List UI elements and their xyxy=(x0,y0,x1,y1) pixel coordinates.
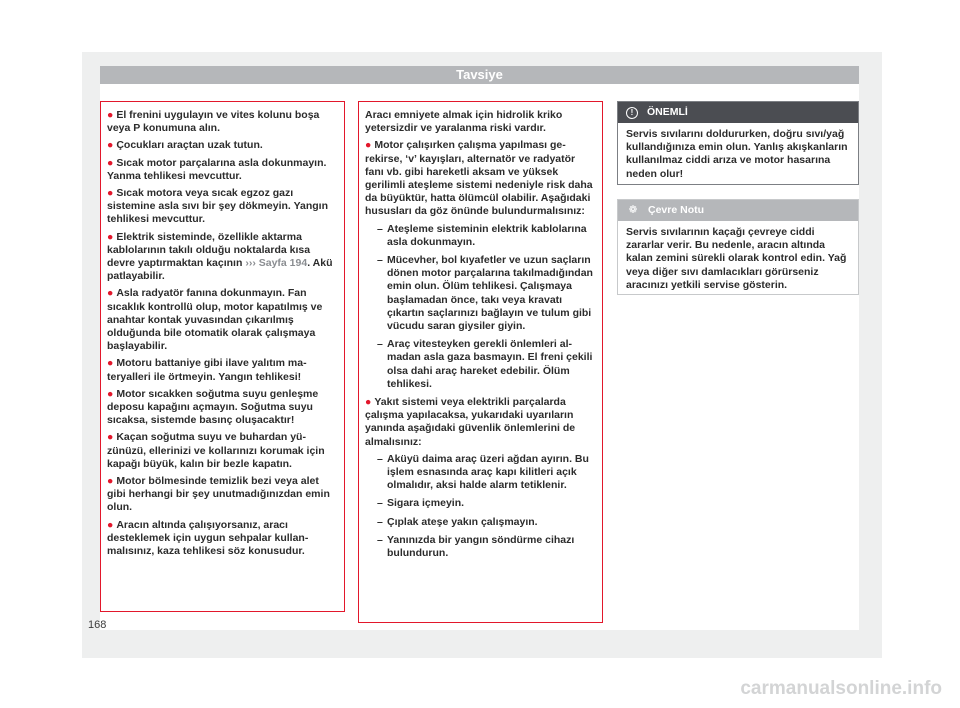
bullet-item xyxy=(107,475,338,515)
bullet-text: Motor çalışırken çalışma yapılması gerekirse, ‘v’ kayışları, alternatör ve radyatör fanı vb. gibi hareketli aksam ve yüksek gerilimli ateşleme sistemi nedeniyle risk daha da büyüktür, hatta ölümcül olabilir. Aşağıdaki hususları da göz önünde bulundurmalısınız: xyxy=(365,139,593,218)
dash-item xyxy=(377,516,596,529)
bullet-item xyxy=(107,139,338,152)
page-number: 168 xyxy=(88,619,107,631)
environment-icon: ❁ xyxy=(628,204,638,216)
bullet-icon: ● xyxy=(107,230,114,243)
dash-text: Ateşleme sisteminin elektrik kablolarına asla dokunmayın. xyxy=(387,222,587,248)
intro-text: Aracı emniyete almak için hidrolik kriko yetersizdir ve yaralanma riski vardır. xyxy=(365,109,563,135)
watermark: carmanualsonline.info xyxy=(740,678,942,699)
bullet-icon: ● xyxy=(107,387,114,400)
bullet-item xyxy=(365,396,596,449)
bullet-item xyxy=(107,231,338,284)
important-title: ÖNEMLİ xyxy=(647,106,688,118)
bullet-text-after: . Akü patlayabilir. xyxy=(107,257,333,283)
bullet-item xyxy=(107,157,338,183)
bullet-item xyxy=(107,519,338,559)
dash-text: Aküyü daima araç üzeri ağdan ayırın. Bu işlem esnasında araç kapı kilitleri açık olmalıdır, aksi halde alarm tetiklenir. xyxy=(387,452,589,492)
bullet-icon: ● xyxy=(365,396,372,409)
bullet-item xyxy=(365,139,596,218)
dash-mark: – xyxy=(377,338,383,351)
bullet-icon: ● xyxy=(107,156,114,169)
dash-mark: – xyxy=(377,222,383,235)
exclamation-circle-icon: ! xyxy=(626,107,638,119)
bullet-icon: ● xyxy=(107,431,114,444)
bullet-icon: ● xyxy=(107,187,114,200)
environment-body: Servis sıvılarının kaçağı çevreye ciddi zararlar verir. Bu nedenle, aracın altında kalan zemini sürekli olarak kontrol edin. Yağ veya diğer sıvı damlacıkları görürseniz aracınızı yetkili servise gösterin. xyxy=(626,226,847,291)
bullet-text: El frenini uygulayın ve vites kolunu boşa veya P konumuna alın. xyxy=(107,109,320,135)
bullet-icon: ● xyxy=(107,287,114,300)
dash-text: Yanınızda bir yangın söndürme cihazı bulundurun. xyxy=(387,533,575,560)
important-body: Servis sıvılarını doldururken, doğru sıvı/yağ kullandığınıza emin olun. Yanlış akışkanların kullanılmaz ciddi arıza ve motor hasarına neden olur! xyxy=(626,128,848,180)
dash-item xyxy=(377,534,596,560)
dash-text: Sigara içmeyin. xyxy=(387,497,465,510)
bullet-icon: ● xyxy=(107,518,114,531)
dash-item xyxy=(377,223,596,249)
dash-text: Araç vitesteyken gerekli önlemleri almadan asla gaza basmayın. El freni çekili olsa dahi araç hareket edebilir. Ölüm tehlikesi. xyxy=(387,338,593,390)
bullet-item xyxy=(107,109,338,135)
bullet-text: Aracın altında çalışıyorsanız, aracı desteklemek için uygun sehpalar kullanmalısınız, kaza tehlikesi söz konusudur. xyxy=(107,518,309,558)
bullet-item xyxy=(107,357,338,383)
dash-mark: – xyxy=(377,515,383,528)
warning-column-1 xyxy=(100,101,345,612)
environment-note xyxy=(617,199,859,295)
bullet-text: Motoru battaniye gibi ilave yalıtım materyalleri ile örtmeyin. Yangın tehlikesi! xyxy=(107,357,307,383)
bullet-icon: ● xyxy=(107,139,114,152)
dash-item xyxy=(377,338,596,391)
bullet-text: Motor sıcakken soğutma suyu genleşme deposu kapağını açmayın. Soğutma suyu sıcaksa, sistemde basınç oluşacaktır! xyxy=(107,387,319,427)
bullet-item xyxy=(107,287,338,353)
environment-header xyxy=(618,200,858,221)
important-header xyxy=(618,102,858,123)
dash-mark: – xyxy=(377,497,383,510)
dash-text: Mücevher, bol kıyafetler ve uzun saçların dönen motor parçalarına takılmadığından emin olun. Ölüm tehlikesi. Çalışmaya başlamadan önce, takı veya kravatı çıkartın saçlarınızı bağlayın ve tulum gibi vücudu saran giysiler giyin. xyxy=(387,254,593,333)
bullet-item xyxy=(107,388,338,428)
page-reference-link[interactable]: ››› Sayfa 194 xyxy=(245,257,308,270)
dash-mark: – xyxy=(377,452,383,465)
environment-title: Çevre Notu xyxy=(648,204,705,216)
dash-item xyxy=(377,453,596,493)
dash-mark: – xyxy=(377,254,383,267)
bullet-text: Kaçan soğutma suyu ve buhardan yüzünüzü, ellerinizi ve kollarınızı korumak için kapağı büyük, kalın bir bezle kapatın. xyxy=(107,431,325,470)
bullet-item xyxy=(107,187,338,227)
bullet-text: Sıcak motor parçalarına asla dokunmayın. Yanma tehlikesi mevcuttur. xyxy=(107,156,327,182)
bullet-icon: ● xyxy=(107,109,114,121)
bullet-icon: ● xyxy=(365,139,372,152)
dash-text: Çıplak ateşe yakın çalışmayın. xyxy=(387,515,538,528)
dash-mark: – xyxy=(377,533,383,546)
bullet-text: Çocukları araçtan uzak tutun. xyxy=(116,139,263,152)
dash-item xyxy=(377,254,596,333)
bullet-text: Asla radyatör fanına dokunmayın. Fan sıcaklık kontrollü olup, motor kapatılmış ve anahtar kontak yuvasından çıkarılmış olduğunda bile otomatik olarak çalışmaya başlayabilir. xyxy=(107,287,323,353)
bullet-text: Elektrik sisteminde, özellikle aktarma kablolarının takılı olduğu noktalarda kısa devre yaptırmaktan kaçının xyxy=(107,230,311,270)
warning-column-2 xyxy=(358,101,603,623)
bullet-text: Yakıt sistemi veya elektrikli parçalarda çalışma yapılacaksa, yukarıdaki uyarıların yanında aşağıdaki güvenlik önlemlerini de almalısınız: xyxy=(365,396,576,448)
bullet-item xyxy=(107,431,338,471)
dash-item xyxy=(377,497,596,510)
bullet-icon: ● xyxy=(107,357,114,370)
bullet-text: Sıcak motora veya sıcak egzoz gazı sistemine asla sıvı bir şey dökmeyin. Yangın tehlikesi mevcuttur. xyxy=(107,187,328,226)
section-header: Tavsiye xyxy=(100,66,859,84)
bullet-icon: ● xyxy=(107,475,114,488)
important-note xyxy=(617,101,859,185)
bullet-text: Motor bölmesinde temizlik bezi veya alet gibi herhangi bir şey unutmadığınızdan emin olun. xyxy=(107,475,330,514)
